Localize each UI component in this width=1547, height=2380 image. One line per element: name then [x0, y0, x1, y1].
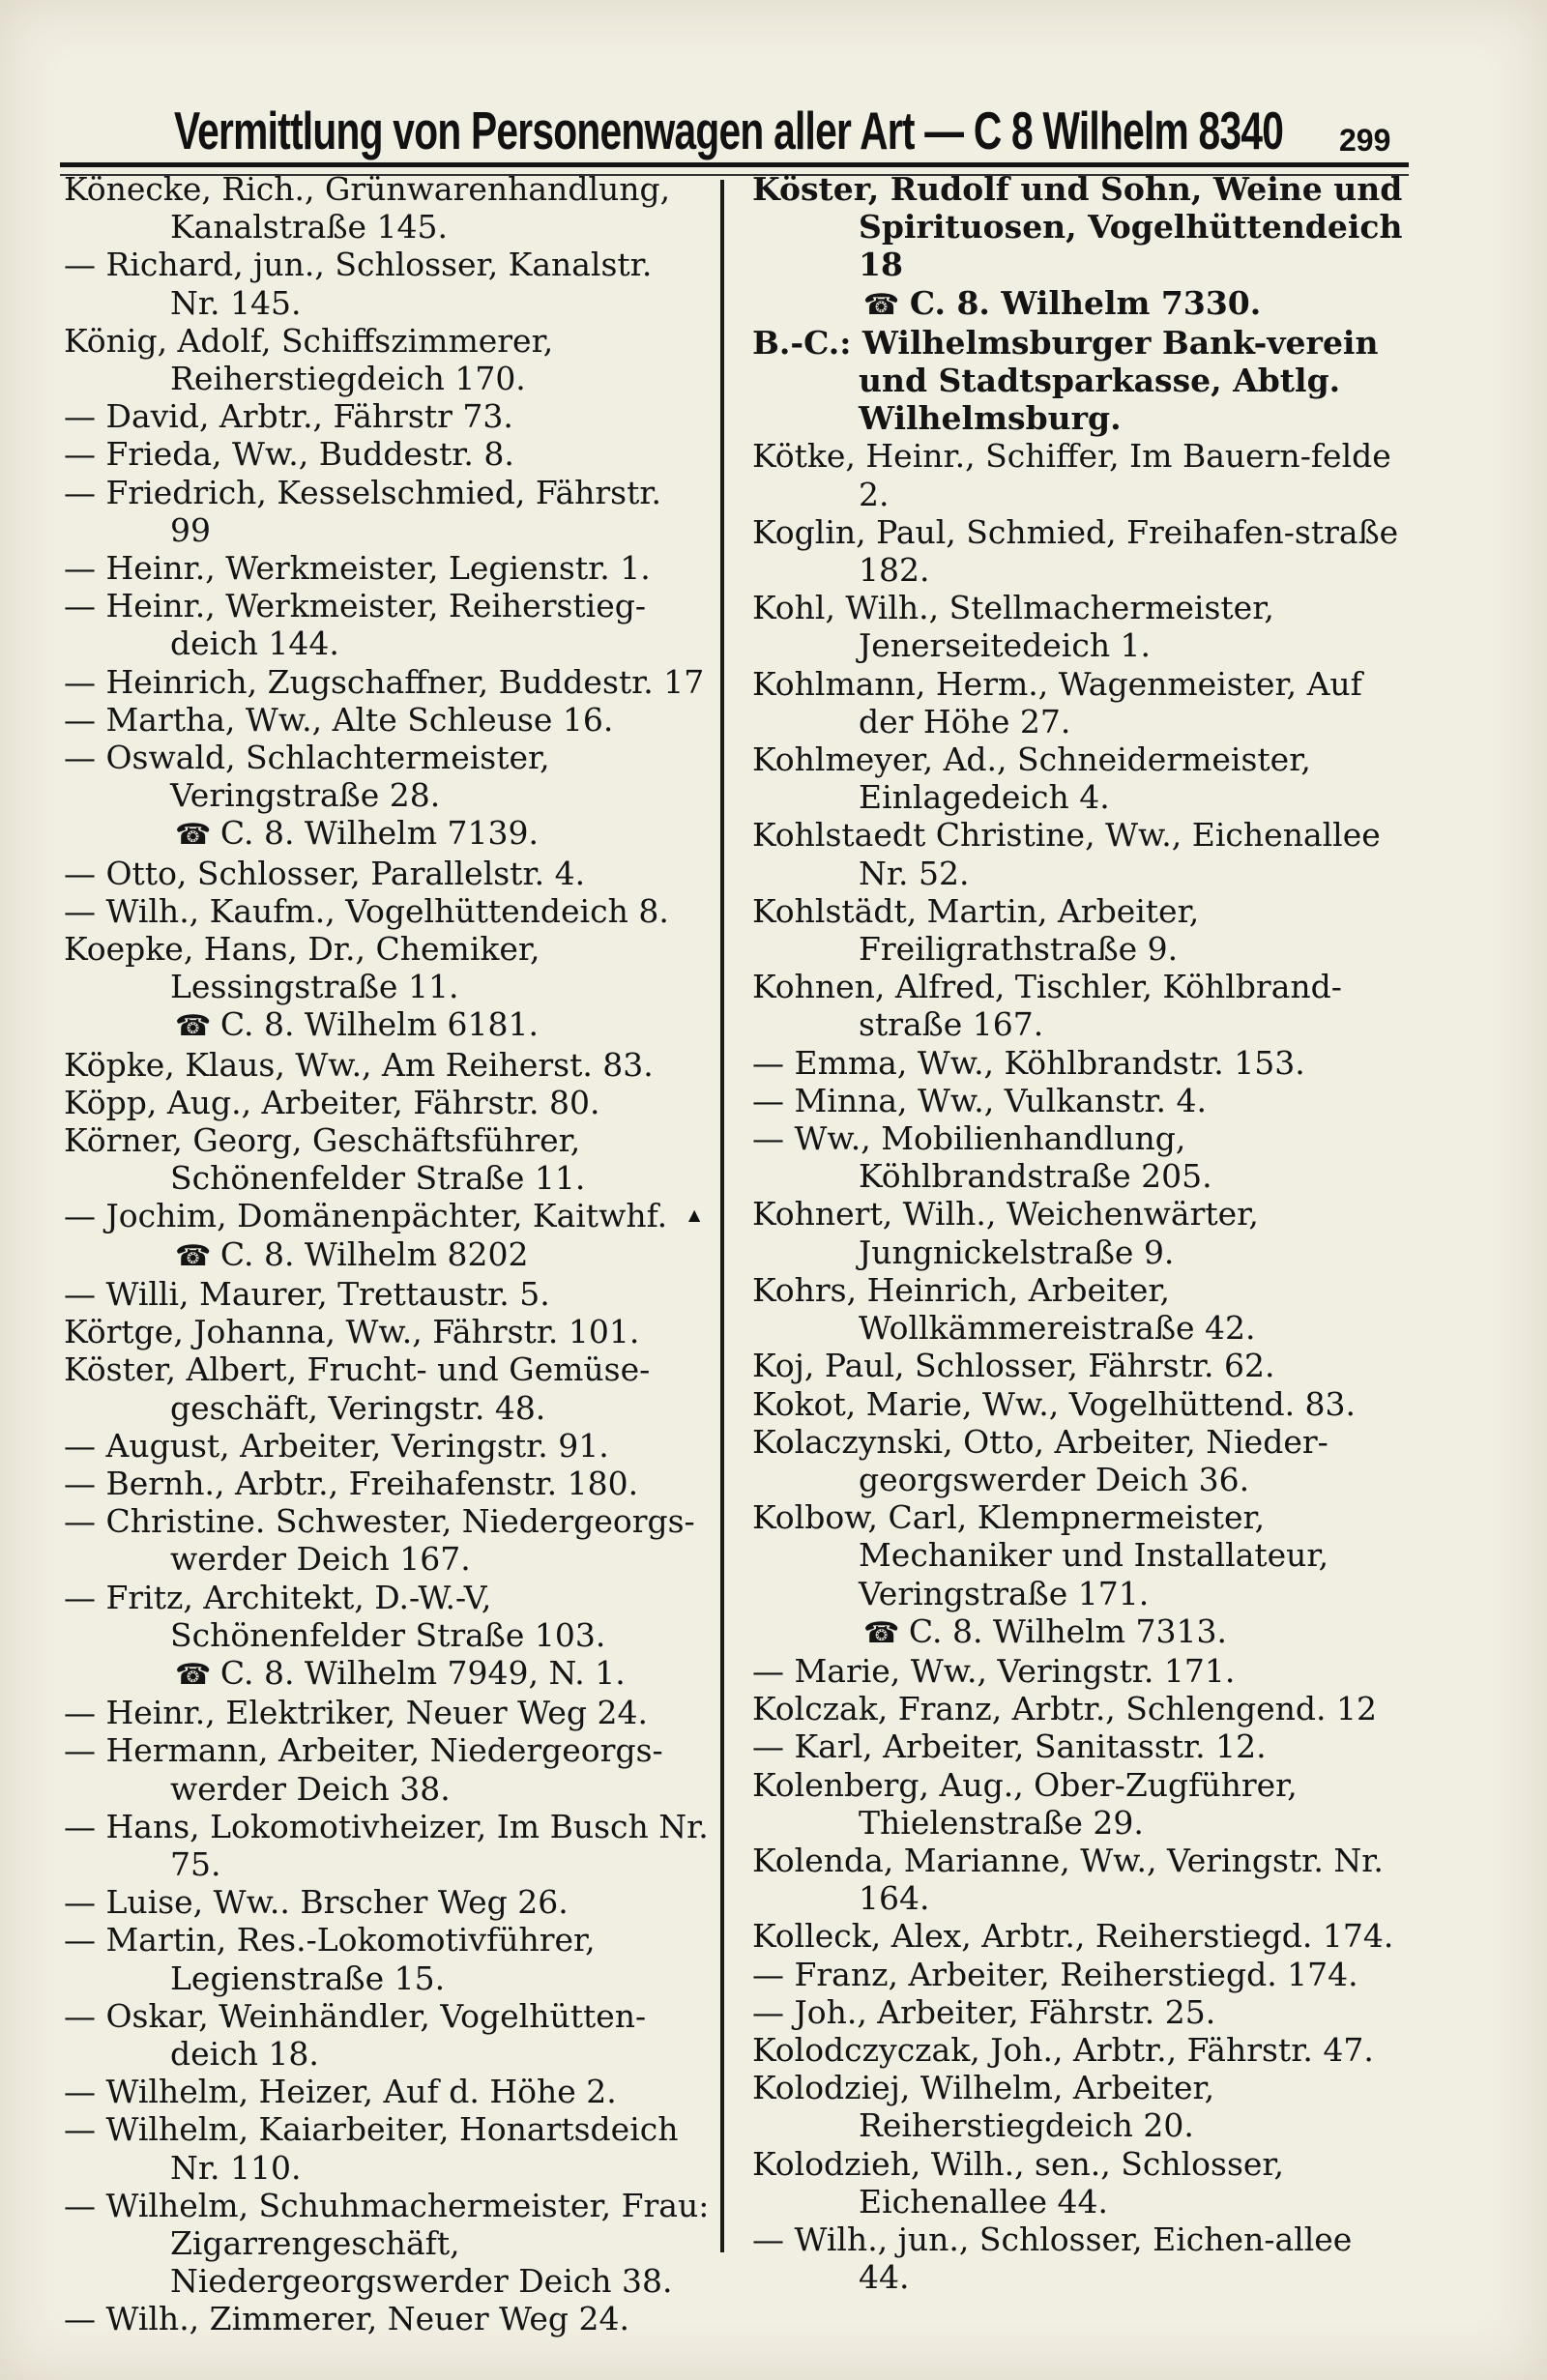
left-directory-entry: Köster, Albert, Frucht- und Gemüse-geschäft, Veringstr. 48. — [64, 1350, 651, 1427]
right-directory-entry: Koglin, Paul, Schmied, Freihafen-straße 182. — [752, 512, 1399, 590]
right-directory-entry: Köster, Rudolf und Sohn, Weine und Spirituosen, Vogelhüttendeich 18 — [752, 170, 1403, 284]
right-directory-entry: Kolodziej, Wilhelm, Arbeiter, Reiherstiegdeich 20. — [752, 2069, 1215, 2145]
left-directory-entry: — Wilhelm, Schuhmachermeister, Frau: Zigarrengeschäft, Niedergeorgswerder Deich 38. — [64, 2186, 710, 2301]
left-directory-entry: — Martin, Res.-Lokomotivführer, Legienstraße 15. — [64, 1921, 596, 1997]
left-directory-entry: König, Adolf, Schiffszimmerer, Reiherstiegdeich 170. — [64, 321, 554, 398]
left-directory-entry: — Wilhelm, Heizer, Auf d. Höhe 2. — [64, 2073, 617, 2111]
right-directory-entry: — Karl, Arbeiter, Sanitasstr. 12. — [752, 1727, 1267, 1766]
right-directory-entry: Kohnert, Wilh., Weichenwärter, Jungnickelstraße 9. — [752, 1195, 1259, 1271]
telephone-icon: ☎ — [863, 287, 910, 322]
right-directory-entry: Kolbow, Carl, Klempnermeister, Mechaniker und Installateur, Veringstraße 171. — [752, 1498, 1329, 1612]
left-directory-entry: — Heinr., Elektriker, Neuer Weg 24. — [64, 1694, 648, 1732]
left-directory-entry: Körner, Georg, Geschäftsführer, Schönenfelder Straße 11. — [64, 1121, 586, 1198]
left-directory-entry: Köpke, Klaus, Ww., Am Reiherst. 83. — [64, 1045, 654, 1084]
left-directory-entry: — Richard, jun., Schlosser, Kanalstr. Nr. 145. — [64, 246, 653, 322]
right-directory-entry: — Franz, Arbeiter, Reiherstiegd. 174. — [752, 1955, 1358, 1993]
right-directory-entry: Kohlmann, Herm., Wagenmeister, Auf der Höhe 27. — [752, 664, 1362, 740]
left-directory-entry: — Wilhelm, Kaiarbeiter, Honartsdeich Nr. 110. — [64, 2110, 679, 2187]
right-directory-entry: Kolleck, Alex, Arbtr., Reiherstiegd. 174. — [752, 1917, 1394, 1956]
left-telephone-line — [64, 814, 712, 854]
left-directory-entry: — August, Arbeiter, Veringstr. 91. — [64, 1426, 609, 1465]
right-directory-entry: Kolodczyczak, Joh., Arbtr., Fährstr. 47. — [752, 2030, 1374, 2069]
left-directory-entry: — Jochim, Domänenpächter, Kaitwhf. — [64, 1197, 668, 1235]
right-directory-entry: Kohlmeyer, Ad., Schneidermeister, Einlagedeich 4. — [752, 740, 1311, 817]
right-directory-entry: — Minna, Ww., Vulkanstr. 4. — [752, 1081, 1207, 1119]
right-directory-entry: Kohnen, Alfred, Tischler, Köhlbrand-straße 167. — [752, 968, 1342, 1044]
telephone-icon: ☎ — [863, 1615, 909, 1650]
right-directory-entry: Kolczak, Franz, Arbtr., Schlengend. 12 — [752, 1690, 1377, 1728]
left-directory-entry: — Hans, Lokomotivheizer, Im Busch Nr. 75. — [64, 1807, 709, 1883]
left-directory-entry: — Oswald, Schlachtermeister, Veringstraße 28. — [64, 739, 550, 815]
left-column — [64, 170, 712, 2338]
telephone-icon: ☎ — [175, 1238, 220, 1273]
left-directory-entry: Köpp, Aug., Arbeiter, Fährstr. 80. — [64, 1083, 600, 1121]
right-directory-entry: Kohl, Wilh., Stellmachermeister, Jenerseitedeich 1. — [752, 589, 1274, 665]
left-directory-entry: — Wilh., Zimmerer, Neuer Weg 24. — [64, 2300, 629, 2338]
telephone-icon: ☎ — [175, 1657, 220, 1692]
page-header — [58, 92, 1412, 169]
right-directory-entry: Kohrs, Heinrich, Arbeiter, Wollkämmereistraße 42. — [752, 1270, 1256, 1348]
left-telephone-line — [64, 1235, 712, 1275]
right-directory-entry: Kolaczynski, Otto, Arbeiter, Nieder-georgswerder Deich 36. — [752, 1422, 1328, 1498]
left-directory-entry: — David, Arbtr., Fährstr 73. — [64, 397, 513, 436]
left-directory-entry: — Frieda, Ww., Buddestr. 8. — [64, 435, 514, 474]
right-directory-entry: Kolenda, Marianne, Ww., Veringstr. Nr. 164. — [752, 1841, 1384, 1918]
header-rule — [60, 162, 1409, 167]
telephone-icon: ☎ — [175, 818, 220, 853]
right-directory-entry: Koj, Paul, Schlosser, Fährstr. 62. — [752, 1347, 1275, 1385]
left-telephone-line — [64, 1005, 712, 1045]
telephone-number: C. 8. Wilhelm 7330. — [909, 283, 1262, 322]
right-directory-entry: B.-C.: Wilhelmsburger Bank-verein und Stadtsparkasse, Abtlg. Wilhelmsburg. — [752, 323, 1379, 438]
right-telephone-line — [752, 284, 1410, 324]
left-directory-entry: — Friedrich, Kesselschmied, Fährstr. 99 — [64, 473, 662, 549]
right-directory-entry: — Joh., Arbeiter, Fährstr. 25. — [752, 1992, 1216, 2031]
left-directory-entry: — Heinr., Werkmeister, Reiherstieg-deich 144. — [64, 587, 647, 663]
right-column — [752, 170, 1410, 2296]
right-directory-entry: — Ww., Mobilienhandlung, Köhlbrandstraße 205. — [752, 1119, 1212, 1196]
print-speck: ▲ — [688, 1205, 701, 1224]
page-number: 299 — [1339, 123, 1391, 158]
right-directory-entry: Kötke, Heinr., Schiffer, Im Bauern-felde 2. — [752, 437, 1391, 513]
left-directory-entry: — Otto, Schlosser, Parallelstr. 4. — [64, 854, 586, 892]
telephone-number: C. 8. Wilhelm 8202 — [219, 1234, 529, 1273]
left-directory-entry: — Heinr., Werkmeister, Legienstr. 1. — [64, 549, 651, 588]
left-directory-entry: — Willi, Maurer, Trettaustr. 5. — [64, 1274, 550, 1313]
telephone-number: C. 8. Wilhelm 7139. — [219, 814, 539, 853]
header-title: Vermittlung von Personenwagen aller Art — C 8 Wilhelm 8340 — [174, 101, 1284, 160]
left-directory-entry: — Hermann, Arbeiter, Niedergeorgs-werder Deich 38. — [64, 1731, 663, 1808]
left-directory-entry: — Fritz, Architekt, D.-W.-V, Schönenfelder Straße 103. — [64, 1578, 606, 1654]
right-directory-entry: Kohlstädt, Martin, Arbeiter, Freiligrathstraße 9. — [752, 891, 1200, 969]
right-directory-entry: Kokot, Marie, Ww., Vogelhüttend. 83. — [752, 1384, 1357, 1423]
left-directory-entry: — Luise, Ww.. Brscher Weg 26. — [64, 1883, 569, 1922]
left-directory-entry: — Bernh., Arbtr., Freihafenstr. 180. — [64, 1464, 639, 1502]
right-directory-entry: Kolodzieh, Wilh., sen., Schlosser, Eichenallee 44. — [752, 2144, 1285, 2220]
left-telephone-line — [64, 1654, 712, 1694]
left-directory-entry: Koepke, Hans, Dr., Chemiker, Lessingstraße 11. — [64, 930, 540, 1006]
left-directory-entry: — Martha, Ww., Alte Schleuse 16. — [64, 700, 614, 739]
telephone-number: C. 8. Wilhelm 7313. — [908, 1611, 1227, 1650]
right-telephone-line — [752, 1612, 1410, 1652]
left-directory-entry: Könecke, Rich., Grünwarenhandlung, Kanalstraße 145. — [64, 170, 671, 247]
left-directory-entry: — Oskar, Weinhändler, Vogelhütten-deich 18. — [64, 1996, 647, 2073]
telephone-number: C. 8. Wilhelm 7949, N. 1. — [219, 1653, 626, 1692]
right-directory-entry: — Wilh., jun., Schlosser, Eichen-allee 44. — [752, 2220, 1353, 2297]
right-directory-entry: — Marie, Ww., Veringstr. 171. — [752, 1651, 1236, 1690]
telephone-icon: ☎ — [175, 1009, 220, 1044]
right-directory-entry: Kohlstaedt Christine, Ww., Eichenallee Nr. 52. — [752, 816, 1381, 892]
right-directory-entry: — Emma, Ww., Köhlbrandstr. 153. — [752, 1043, 1305, 1082]
right-directory-entry: Kolenberg, Aug., Ober-Zugführer, Thielenstraße 29. — [752, 1765, 1298, 1842]
left-directory-entry: — Christine. Schwester, Niedergeorgs-werder Deich 167. — [64, 1502, 695, 1579]
telephone-number: C. 8. Wilhelm 6181. — [219, 1005, 539, 1044]
column-divider — [720, 180, 724, 2252]
left-directory-entry: — Wilh., Kaufm., Vogelhüttendeich 8. — [64, 891, 669, 930]
left-directory-entry: — Heinrich, Zugschaffner, Buddestr. 17 — [64, 662, 705, 701]
left-directory-entry: Körtge, Johanna, Ww., Fährstr. 101. — [64, 1313, 640, 1351]
